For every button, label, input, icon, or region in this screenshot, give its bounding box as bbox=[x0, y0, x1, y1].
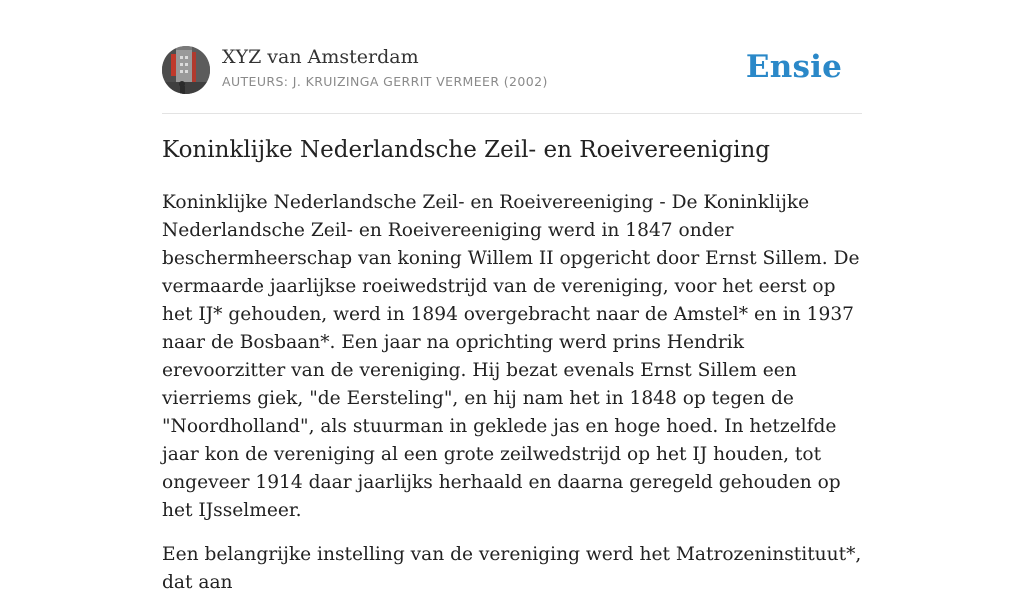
ensie-logo[interactable]: Ensie bbox=[745, 49, 842, 85]
entry-body bbox=[162, 189, 862, 613]
city-photo-icon bbox=[162, 46, 210, 94]
book-title[interactable]: XYZ van Amsterdam bbox=[222, 46, 419, 68]
entry-paragraph: Een belangrijke instelling van de vereniging werd het Matrozeninstituut*, dat aan bbox=[162, 544, 862, 593]
entry-paragraph: Koninklijke Nederlandsche Zeil- en Roeivereeniging - De Koninklijke Nederlandsche Zeil- en Roeivereeniging werd in 1847 onder beschermheerschap van koning Willem II opgericht door Ernst Sillem. De vermaarde jaarlijkse roeiwedstrijd van de vereniging, voor het eerst op het IJ* gehouden, werd in 1894 overgebracht naar de Amstel* en in 1937 naar de Bosbaan*. Een jaar na oprichting werd prins Hendrik erevoorzitter van de vereniging. Hij bezat evenals Ernst Sillem een vierriems giek, "de Eersteling", en hij nam het in 1848 op tegen de "Noordholland", als stuurman in geklede jas en hoge hoed. In hetzelfde jaar kon de vereniging al een grote zeilwedstrijd op het IJ houden, tot ongeveer 1914 daar jaarlijks herhaald en daarna geregeld gehouden op het IJsselmeer. bbox=[162, 192, 860, 521]
book-authors: AUTEURS: J. KRUIZINGA GERRIT VERMEER (2002) bbox=[222, 74, 548, 89]
book-cover-avatar[interactable] bbox=[162, 46, 210, 94]
entry-header bbox=[162, 46, 862, 96]
entry-title: Koninklijke Nederlandsche Zeil- en Roeivereeniging bbox=[162, 137, 770, 163]
header-divider bbox=[162, 113, 862, 114]
